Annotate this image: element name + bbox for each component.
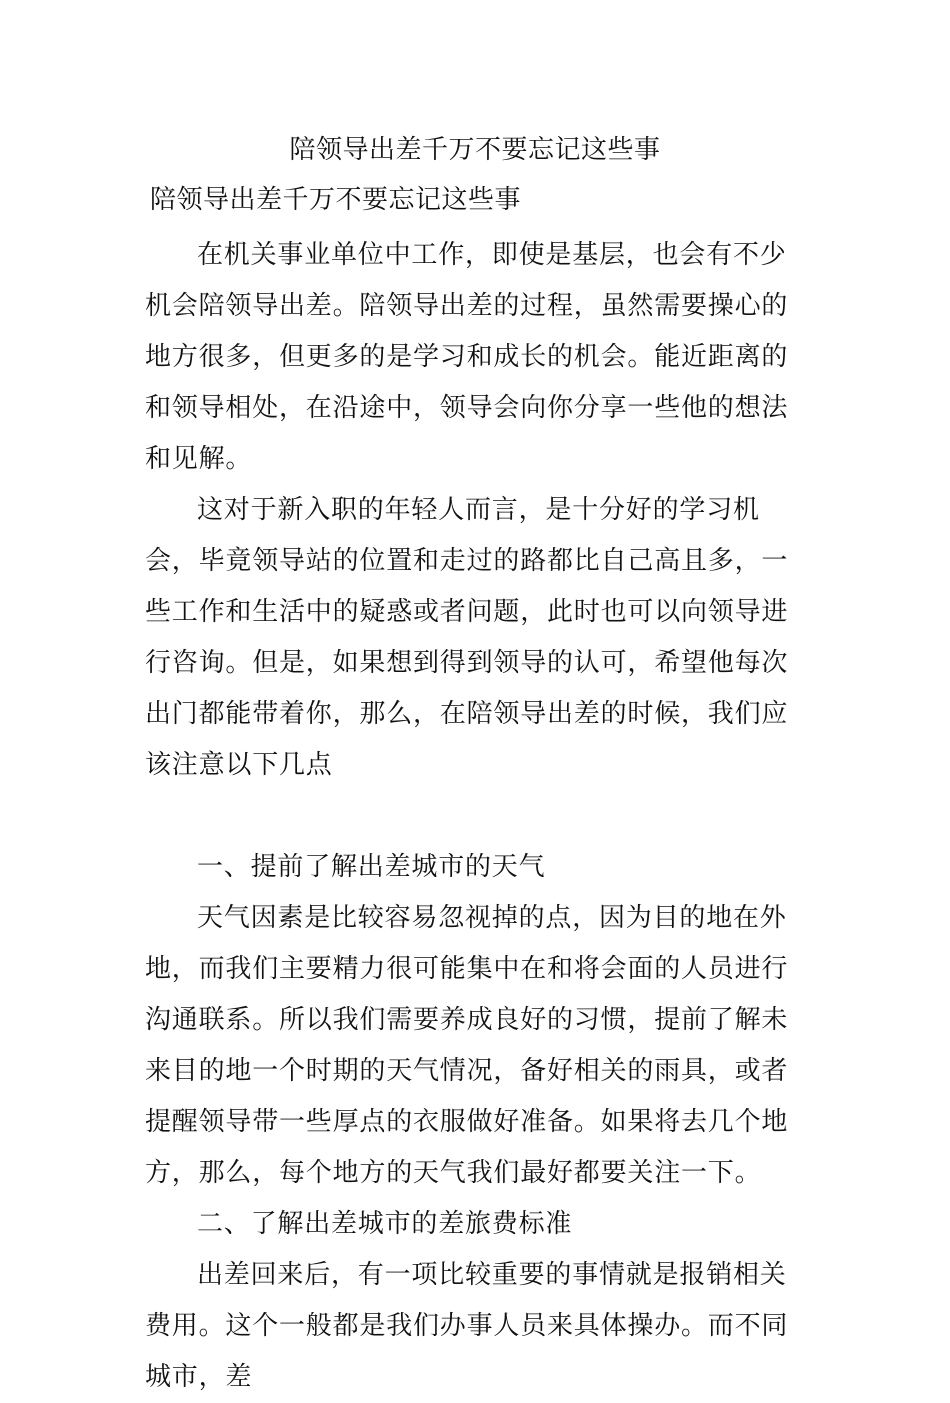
document-subtitle: 陪领导出差千万不要忘记这些事 <box>150 185 522 215</box>
paragraph-weather: 天气因素是比较容易忽视掉的点，因为目的地在外地，而我们主要精力很可能集中在和将会面的人员进行沟通联系。所以我们需要养成良好的习惯，提前了解未来目的地一个时期的天气情况，备好相关的雨具，或者提醒领导带一些厚点的衣服做好准备。如果将去几个地方，那么，每个地方的天气我们最好都要关注一下。 <box>145 903 789 1188</box>
document-title: 陪领导出差千万不要忘记这些事 <box>289 135 661 165</box>
section-heading-travel-expense: 二、了解出差城市的差旅费标准 <box>197 1209 573 1239</box>
section-heading-weather: 一、提前了解出差城市的天气 <box>197 852 546 882</box>
document-body <box>145 230 810 1403</box>
paragraph-context: 这对于新入职的年轻人而言，是十分好的学习机会，毕竟领导站的位置和走过的路都比自己高且多，一些工作和生活中的疑惑或者问题，此时也可以向领导进行咨询。但是，如果想到得到领导的认可，希望他每次出门都能带着你，那么，在陪领导出差的时候，我们应该注意以下几点 <box>145 495 789 780</box>
paragraph-travel-expense: 出差回来后，有一项比较重要的事情就是报销相关费用。这个一般都是我们办事人员来具体操办。而不同城市，差 <box>145 1260 789 1392</box>
paragraph-intro: 在机关事业单位中工作，即使是基层，也会有不少机会陪领导出差。陪领导出差的过程，虽然需要操心的地方很多，但更多的是学习和成长的机会。能近距离的和领导相处，在沿途中，领导会向你分享一些他的想法和见解。 <box>145 240 789 474</box>
